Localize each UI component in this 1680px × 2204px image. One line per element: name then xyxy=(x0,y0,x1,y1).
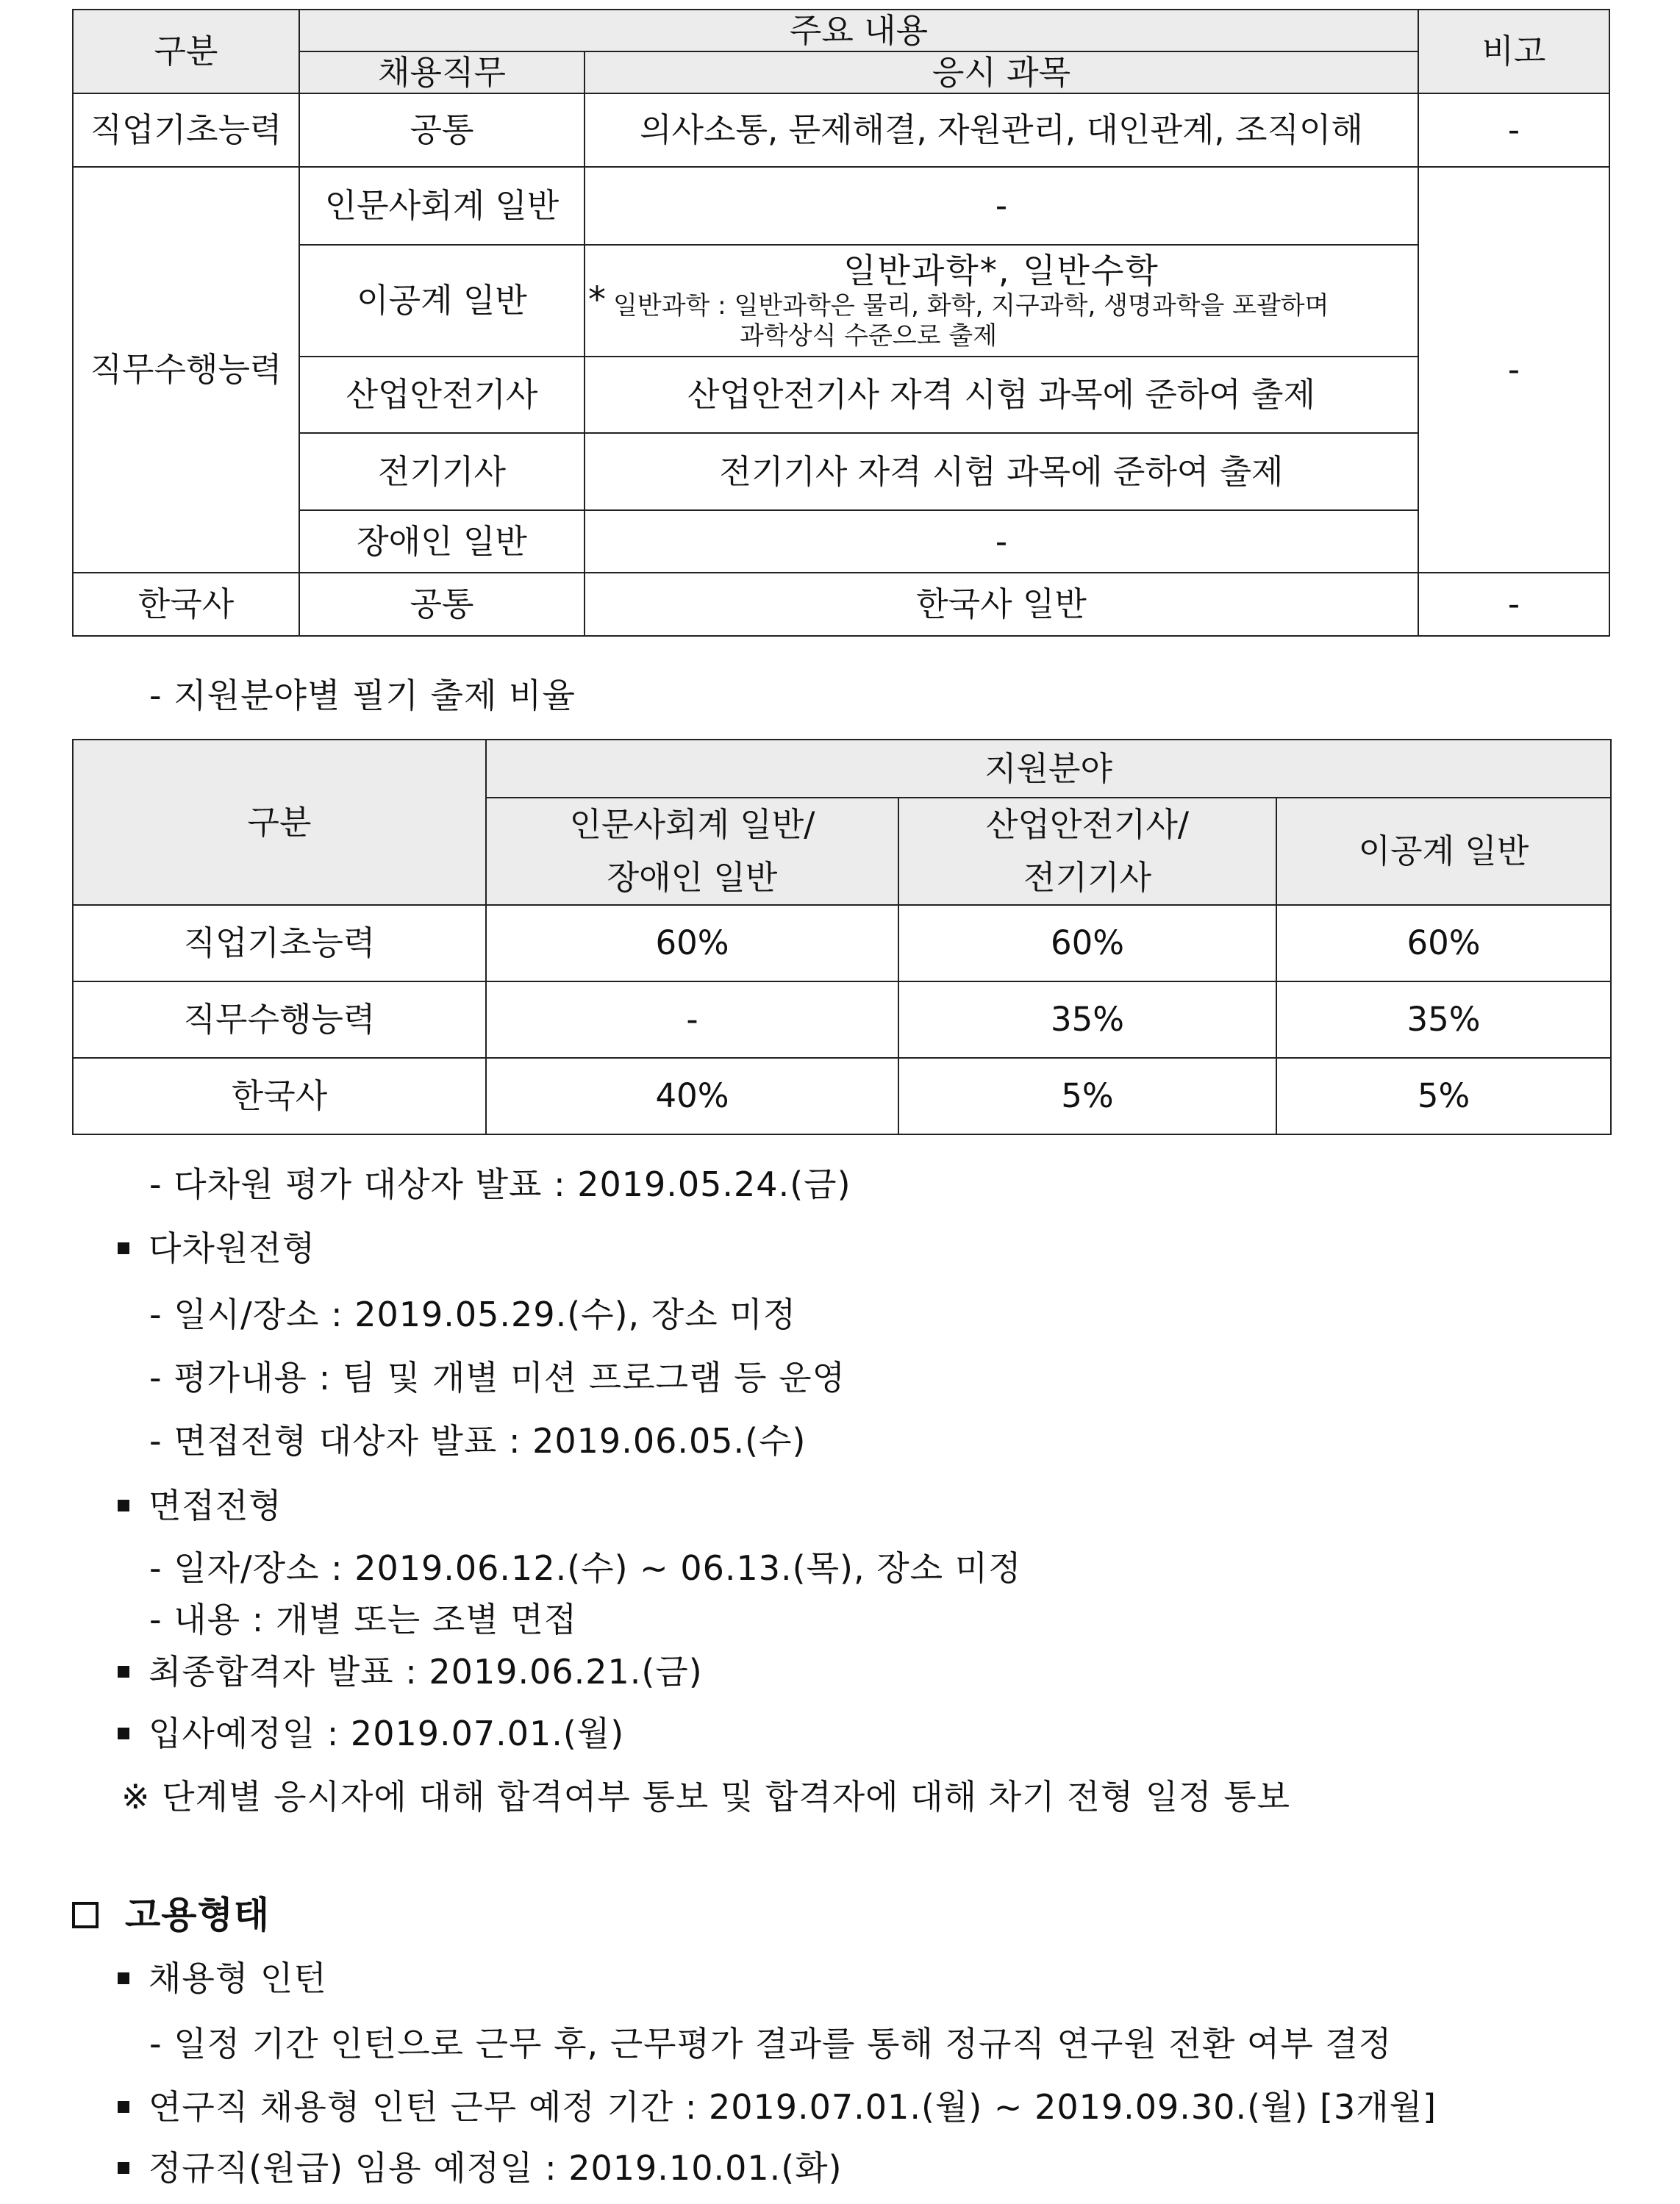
header-category: 구분 xyxy=(73,740,486,905)
row-category: 직업기초능력 xyxy=(73,905,486,981)
cell-value: - xyxy=(486,981,898,1058)
row-job: 이공계 일반 xyxy=(299,245,585,357)
row-subjects: 전기기사 자격 시험 과목에 준하여 출제 xyxy=(585,433,1418,510)
square-bullet-icon xyxy=(118,2101,129,2113)
bullet-text: 연구직 채용형 인턴 근무 예정 기간 : 2019.07.01.(월) ~ 2019.09.30.(월) [3개월] xyxy=(149,2087,1437,2127)
checkbox-square-icon xyxy=(72,1902,99,1928)
header-note: 비고 xyxy=(1418,10,1609,93)
cell-value: 35% xyxy=(1276,981,1611,1058)
row-note: - xyxy=(1418,93,1609,167)
row-category: 한국사 xyxy=(73,573,299,636)
text-line: - 일자/장소 : 2019.06.12.(수) ~ 06.13.(목), 장소 미정 xyxy=(149,1548,1022,1588)
square-bullet-icon xyxy=(118,1972,129,1984)
square-bullet-icon xyxy=(118,1666,129,1678)
row-note: - xyxy=(1418,573,1609,636)
header-category: 구분 xyxy=(73,10,299,93)
section-heading xyxy=(72,1886,270,1939)
header-field: 지원분야 xyxy=(486,740,1611,798)
bullet-text: 최종합격자 발표 : 2019.06.21.(금) xyxy=(149,1652,703,1692)
subjects-main: 일반과학*, 일반수학 xyxy=(843,250,1159,290)
text-line: - 평가내용 : 팀 및 개별 미션 프로그램 등 운영 xyxy=(149,1358,846,1398)
row-subjects xyxy=(585,245,1418,357)
bullet-text: 정규직(원급) 임용 예정일 : 2019.10.01.(화) xyxy=(149,2148,843,2188)
text-line: - 다차원 평가 대상자 발표 : 2019.05.24.(금) xyxy=(149,1164,851,1204)
header-col-humanities xyxy=(486,798,898,905)
row-subjects: 의사소통, 문제해결, 자원관리, 대인관계, 조직이해 xyxy=(585,93,1418,167)
bullet-text: 다차원전형 xyxy=(149,1228,316,1268)
row-category: 직무수행능력 xyxy=(73,981,486,1058)
header-col-science: 이공계 일반 xyxy=(1276,798,1611,905)
text-line: - 면접전형 대상자 발표 : 2019.06.05.(수) xyxy=(149,1421,807,1461)
cell-value: 60% xyxy=(1276,905,1611,981)
row-job: 전기기사 xyxy=(299,433,585,510)
exam-ratio-table xyxy=(72,739,1612,1135)
header-text: 산업안전기사/ xyxy=(986,805,1189,844)
bullet-text: 입사예정일 : 2019.07.01.(월) xyxy=(149,1714,625,1753)
row-job: 인문사회계 일반 xyxy=(299,167,585,245)
header-text: 전기기사 xyxy=(1023,858,1151,897)
header-job: 채용직무 xyxy=(299,51,585,93)
cell-value: 5% xyxy=(1276,1058,1611,1134)
header-main-content: 주요 내용 xyxy=(299,10,1418,51)
row-subjects: 한국사 일반 xyxy=(585,573,1418,636)
text-line: - 내용 : 개별 또는 조별 면접 xyxy=(149,1600,578,1639)
row-category: 한국사 xyxy=(73,1058,486,1134)
bullet-line xyxy=(118,1222,315,1270)
bullet-line xyxy=(118,1952,327,2000)
row-subjects: - xyxy=(585,510,1418,573)
row-job: 공통 xyxy=(299,573,585,636)
notice-line: ※ 단계별 응시자에 대해 합격여부 통보 및 합격자에 대해 차기 전형 일정 통보 xyxy=(121,1777,1291,1817)
row-category: 직무수행능력 xyxy=(73,167,299,573)
square-bullet-icon xyxy=(118,2162,129,2174)
cell-value: 40% xyxy=(486,1058,898,1134)
header-text: 장애인 일반 xyxy=(607,858,778,897)
footnote-mark: * xyxy=(588,279,606,321)
text-line: - 일정 기간 인턴으로 근무 후, 근무평가 결과를 통해 정규직 연구원 전환 여부 결정 xyxy=(149,2024,1393,2064)
row-job: 장애인 일반 xyxy=(299,510,585,573)
bullet-line xyxy=(118,2142,843,2190)
header-col-safety xyxy=(898,798,1276,905)
cell-value: 60% xyxy=(486,905,898,981)
header-text: 인문사회계 일반/ xyxy=(569,805,815,844)
section-title: 고용형태 xyxy=(125,1893,271,1936)
row-subjects: 산업안전기사 자격 시험 과목에 준하여 출제 xyxy=(585,357,1418,433)
subjects-note-line2: 과학상식 수준으로 출제 xyxy=(740,321,998,351)
header-subjects: 응시 과목 xyxy=(585,51,1418,93)
bullet-text: 채용형 인턴 xyxy=(149,1958,327,1998)
bullet-line xyxy=(118,2080,1437,2129)
row-note: - xyxy=(1418,167,1609,573)
square-bullet-icon xyxy=(118,1728,129,1739)
row-subjects: - xyxy=(585,167,1418,245)
bullet-line xyxy=(118,1479,282,1528)
text-line: - 일시/장소 : 2019.05.29.(수), 장소 미정 xyxy=(149,1295,797,1334)
subjects-note-line1: 일반과학 : 일반과학은 물리, 화학, 지구과학, 생명과학을 포괄하며 xyxy=(613,290,1329,321)
bullet-text: 면접전형 xyxy=(149,1486,282,1525)
bullet-line xyxy=(118,1707,624,1756)
row-job: 산업안전기사 xyxy=(299,357,585,433)
square-bullet-icon xyxy=(118,1500,129,1511)
square-bullet-icon xyxy=(118,1242,129,1254)
cell-value: 60% xyxy=(898,905,1276,981)
ratio-caption: - 지원분야별 필기 출제 비율 xyxy=(149,676,576,715)
bullet-line xyxy=(118,1645,703,1694)
cell-value: 5% xyxy=(898,1058,1276,1134)
cell-value: 35% xyxy=(898,981,1276,1058)
row-category: 직업기초능력 xyxy=(73,93,299,167)
exam-subjects-table xyxy=(72,9,1610,637)
row-job: 공통 xyxy=(299,93,585,167)
